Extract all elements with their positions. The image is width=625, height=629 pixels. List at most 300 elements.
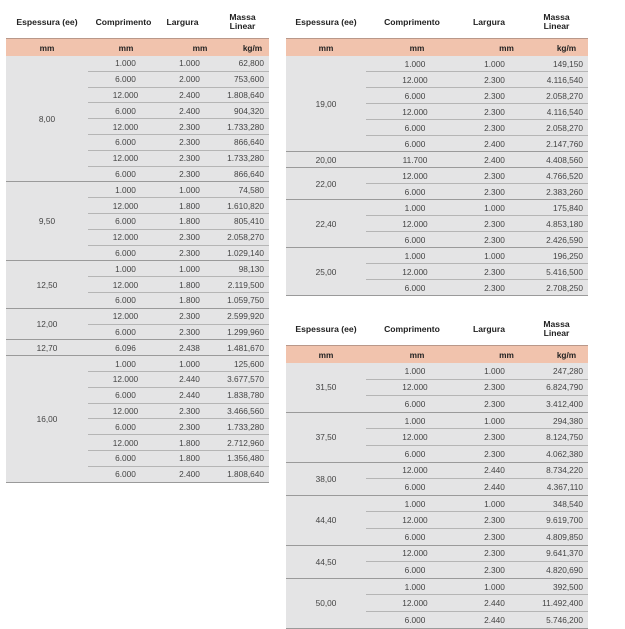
table-row	[366, 280, 588, 296]
table-row	[88, 182, 269, 198]
comprimento-cell: 6.000	[115, 74, 136, 85]
units-row	[286, 345, 588, 363]
massa-cell: 11.492,400	[542, 598, 583, 609]
table-header	[286, 313, 588, 345]
thickness-group	[6, 356, 269, 482]
table-row	[366, 413, 588, 430]
massa-cell: 2.426,590	[546, 234, 583, 245]
comprimento-cell: 6.000	[115, 421, 136, 432]
table-row	[366, 264, 588, 280]
header-espessura-text: Espessura (e	[295, 323, 349, 334]
massa-cell: 2.058,270	[546, 90, 583, 101]
table-row	[366, 56, 588, 72]
massa-cell: 2.119,500	[227, 279, 264, 290]
unit-comprimento: mm	[118, 42, 134, 53]
largura-cell: 2.440	[484, 614, 505, 625]
unit-espessura: mm	[39, 42, 55, 53]
table-row	[88, 404, 269, 420]
header-comprimento: Comprimento	[384, 323, 440, 334]
table-row	[88, 340, 269, 356]
header-espessura-text: Espessura (e	[16, 16, 70, 27]
largura-cell: 1.000	[484, 498, 505, 509]
header-espessura-paren: )	[74, 16, 78, 27]
massa-cell: 8.124,750	[546, 432, 583, 443]
comprimento-cell: 6.000	[115, 326, 136, 337]
massa-cell: 62,800	[238, 58, 264, 69]
table-row	[88, 451, 269, 467]
thickness-group	[286, 363, 588, 413]
comprimento-cell: 12.000	[402, 266, 428, 277]
massa-cell: 9.619,700	[546, 515, 583, 526]
comprimento-cell: 6.096	[115, 342, 136, 353]
comprimento-cell: 6.000	[115, 469, 136, 480]
thickness-group	[286, 168, 588, 200]
massa-cell: 4.408,560	[546, 154, 583, 165]
unit-comprimento: mm	[409, 349, 425, 360]
thickness-group	[286, 152, 588, 168]
comprimento-cell: 1.000	[115, 184, 136, 195]
massa-cell: 2.712,960	[227, 437, 264, 448]
comprimento-cell: 12.000	[402, 598, 428, 609]
largura-cell: 2.440	[484, 465, 505, 476]
thickness-rows	[366, 152, 588, 168]
comprimento-cell: 1.000	[115, 58, 136, 69]
largura-cell: 2.300	[484, 266, 505, 277]
comprimento-cell: 12.000	[112, 121, 139, 132]
massa-cell: 2.147,760	[546, 138, 583, 149]
comprimento-cell: 1.000	[115, 263, 136, 274]
table-row	[88, 135, 269, 151]
espessura-cell: 16,00	[6, 356, 88, 482]
table-row	[88, 325, 269, 341]
largura-cell: 1.000	[484, 365, 505, 376]
massa-cell: 1.356,480	[227, 453, 264, 464]
massa-cell: 5.416,500	[546, 266, 583, 277]
massa-cell: 2.599,920	[227, 311, 264, 322]
largura-cell: 2.300	[484, 106, 505, 117]
header-espessura-paren: )	[353, 16, 357, 27]
table-row	[366, 88, 588, 104]
massa-cell: 392,500	[553, 581, 583, 592]
thickness-rows	[366, 496, 588, 546]
largura-cell: 1.000	[484, 58, 505, 69]
massa-cell: 2.708,250	[546, 282, 583, 293]
thickness-group	[6, 56, 269, 182]
massa-cell: 4.116,540	[546, 74, 583, 85]
comprimento-cell: 6.000	[115, 390, 136, 401]
largura-cell: 2.300	[179, 121, 200, 132]
comprimento-cell: 12.000	[402, 218, 428, 229]
table-row	[366, 184, 588, 200]
largura-cell: 2.000	[179, 74, 200, 85]
table-row	[88, 88, 269, 104]
plate-table-2	[286, 6, 588, 296]
table-header	[286, 6, 588, 38]
thickness-rows	[366, 546, 588, 579]
comprimento-cell: 1.000	[404, 415, 426, 426]
table-row	[88, 388, 269, 404]
table-row	[88, 467, 269, 483]
espessura-cell: 12,50	[6, 261, 88, 308]
table-row	[88, 435, 269, 451]
comprimento-cell: 12.000	[402, 432, 428, 443]
massa-cell: 196,250	[553, 250, 583, 261]
table-row	[366, 496, 588, 513]
largura-cell: 2.440	[484, 598, 505, 609]
largura-cell: 2.300	[484, 170, 505, 181]
largura-cell: 1.800	[179, 200, 200, 211]
massa-cell: 4.116,540	[546, 106, 583, 117]
thickness-rows	[88, 261, 269, 308]
espessura-cell: 25,00	[286, 248, 366, 296]
massa-cell: 866,640	[234, 168, 264, 179]
massa-cell: 4.809,850	[546, 531, 583, 542]
espessura-cell: 22,00	[286, 168, 366, 200]
thickness-group	[286, 546, 588, 579]
comprimento-cell: 12.000	[112, 374, 139, 385]
largura-cell: 2.300	[179, 311, 200, 322]
thickness-rows	[366, 168, 588, 200]
unit-comprimento: mm	[409, 42, 425, 53]
espessura-cell: 19,00	[286, 56, 366, 152]
table-row	[88, 56, 269, 72]
largura-cell: 2.300	[484, 448, 505, 459]
header-espessura-subscript: e	[348, 16, 354, 27]
header-massa-line1: Massa	[543, 12, 570, 22]
thickness-rows	[366, 248, 588, 296]
massa-cell: 3.677,570	[227, 374, 264, 385]
espessura-cell: 50,00	[286, 579, 366, 629]
header-largura: Largura	[473, 16, 505, 27]
comprimento-cell: 6.000	[404, 448, 426, 459]
thickness-rows	[366, 579, 588, 629]
massa-cell: 1.733,280	[227, 121, 264, 132]
massa-cell: 1.808,640	[227, 89, 264, 100]
largura-cell: 2.300	[484, 531, 505, 542]
thickness-group	[286, 579, 588, 629]
largura-cell: 2.440	[179, 390, 200, 401]
comprimento-cell: 6.000	[115, 105, 136, 116]
thickness-rows	[366, 56, 588, 152]
largura-cell: 2.400	[179, 105, 200, 116]
plate-table-1	[6, 6, 269, 483]
comprimento-cell: 6.000	[115, 216, 136, 227]
espessura-cell: 44,50	[286, 546, 366, 579]
header-comprimento: Comprimento	[384, 16, 440, 27]
thickness-group	[6, 261, 269, 308]
largura-cell: 2.300	[484, 186, 505, 197]
espessura-cell: 12,00	[6, 309, 88, 341]
header-espessura	[286, 313, 366, 345]
unit-espessura: mm	[318, 349, 334, 360]
largura-cell: 2.400	[179, 469, 200, 480]
massa-cell: 175,840	[553, 202, 583, 213]
table-row	[366, 396, 588, 413]
largura-cell: 2.300	[484, 218, 505, 229]
largura-cell: 2.440	[484, 481, 505, 492]
thickness-group	[286, 56, 588, 152]
unit-largura: mm	[499, 349, 514, 360]
thickness-rows	[88, 356, 269, 482]
massa-cell: 4.820,690	[546, 564, 583, 575]
thickness-group	[286, 496, 588, 546]
largura-cell: 1.000	[484, 415, 505, 426]
table-row	[88, 277, 269, 293]
largura-cell: 2.400	[484, 138, 505, 149]
table-row	[366, 595, 588, 612]
table-row	[88, 103, 269, 119]
table-row	[366, 216, 588, 232]
table-row	[366, 546, 588, 563]
espessura-cell: 12,70	[6, 340, 88, 356]
espessura-cell: 8,00	[6, 56, 88, 182]
table-row	[88, 72, 269, 88]
massa-cell: 3.466,560	[227, 405, 264, 416]
unit-largura: mm	[499, 42, 514, 53]
comprimento-cell: 12.000	[402, 465, 428, 476]
thickness-group	[6, 182, 269, 261]
largura-cell: 2.300	[484, 234, 505, 245]
massa-cell: 6.824,790	[546, 382, 583, 393]
thickness-rows	[366, 363, 588, 413]
comprimento-cell: 1.000	[404, 498, 426, 509]
header-largura: Largura	[166, 16, 199, 27]
massa-cell: 348,540	[553, 498, 583, 509]
comprimento-cell: 6.000	[404, 90, 426, 101]
comprimento-cell: 6.000	[115, 137, 136, 148]
espessura-cell: 38,00	[286, 463, 366, 496]
largura-cell: 2.300	[179, 326, 200, 337]
massa-cell: 1.733,280	[227, 153, 264, 164]
massa-cell: 1.299,960	[227, 326, 264, 337]
header-comprimento: Comprimento	[95, 16, 152, 27]
table-row	[366, 380, 588, 397]
header-espessura-paren: )	[353, 323, 357, 334]
largura-cell: 2.300	[179, 232, 200, 243]
table-row	[88, 151, 269, 167]
largura-cell: 2.438	[179, 342, 200, 353]
largura-cell: 2.300	[179, 137, 200, 148]
massa-cell: 1.733,280	[227, 421, 264, 432]
table-header	[6, 6, 269, 38]
table-row	[88, 309, 269, 325]
table-row	[366, 72, 588, 88]
table-row	[366, 104, 588, 120]
header-massa-line2: Linear	[543, 328, 570, 338]
table-row	[88, 372, 269, 388]
table-row	[366, 612, 588, 629]
header-massa-line1: Massa	[229, 12, 256, 22]
comprimento-cell: 6.000	[404, 481, 426, 492]
massa-cell: 4.766,520	[546, 170, 583, 181]
table-row	[88, 419, 269, 435]
largura-cell: 2.300	[179, 168, 200, 179]
table-row	[366, 579, 588, 596]
units-row	[6, 38, 269, 56]
espessura-cell: 44,40	[286, 496, 366, 546]
massa-cell: 74,580	[238, 184, 264, 195]
largura-cell: 1.800	[179, 279, 200, 290]
table-row	[366, 120, 588, 136]
header-espessura-subscript: e	[348, 323, 354, 334]
header-massa-line2: Linear	[543, 21, 570, 31]
largura-cell: 1.800	[179, 216, 200, 227]
thickness-rows	[366, 463, 588, 496]
comprimento-cell: 12.000	[402, 515, 428, 526]
thickness-group	[6, 309, 269, 341]
comprimento-cell: 12.000	[112, 279, 139, 290]
largura-cell: 2.300	[179, 421, 200, 432]
thickness-group	[6, 340, 269, 356]
header-massa-line2: Linear	[229, 21, 256, 31]
comprimento-cell: 6.000	[404, 234, 426, 245]
massa-cell: 149,150	[553, 58, 583, 69]
largura-cell: 2.300	[179, 247, 200, 258]
comprimento-cell: 12.000	[112, 232, 139, 243]
massa-cell: 2.058,270	[546, 122, 583, 133]
table-row	[88, 230, 269, 246]
comprimento-cell: 6.000	[115, 295, 136, 306]
largura-cell: 1.000	[484, 581, 505, 592]
massa-cell: 4.062,380	[546, 448, 583, 459]
thickness-group	[286, 248, 588, 296]
massa-cell: 866,640	[234, 137, 264, 148]
comprimento-cell: 12.000	[112, 405, 139, 416]
massa-cell: 2.058,270	[227, 232, 264, 243]
table-row	[366, 136, 588, 152]
massa-cell: 1.838,780	[227, 390, 264, 401]
comprimento-cell: 12.000	[112, 200, 139, 211]
largura-cell: 2.300	[484, 122, 505, 133]
massa-cell: 2.383,260	[546, 186, 583, 197]
massa-cell: 1.481,670	[227, 342, 264, 353]
largura-cell: 1.000	[179, 184, 200, 195]
comprimento-cell: 6.000	[404, 282, 426, 293]
header-espessura-text: Espessura (e	[295, 16, 349, 27]
header-largura: Largura	[473, 323, 505, 334]
largura-cell: 2.300	[179, 405, 200, 416]
largura-cell: 2.300	[484, 282, 505, 293]
massa-cell: 294,380	[553, 415, 583, 426]
largura-cell: 1.800	[179, 453, 200, 464]
unit-massa: kg/m	[556, 349, 577, 360]
table-row	[88, 198, 269, 214]
thickness-rows	[88, 56, 269, 182]
header-massa	[525, 6, 588, 38]
largura-cell: 2.300	[484, 548, 505, 559]
table-row	[88, 214, 269, 230]
unit-massa: kg/m	[556, 42, 577, 53]
comprimento-cell: 6.000	[115, 453, 136, 464]
table-row	[88, 261, 269, 277]
massa-cell: 5.746,200	[546, 614, 583, 625]
header-espessura	[6, 6, 88, 38]
largura-cell: 1.000	[179, 358, 200, 369]
espessura-cell: 37,50	[286, 413, 366, 463]
comprimento-cell: 12.000	[402, 548, 428, 559]
comprimento-cell: 6.000	[115, 168, 136, 179]
table-row	[88, 293, 269, 309]
largura-cell: 1.800	[179, 437, 200, 448]
massa-cell: 1.029,140	[227, 247, 264, 258]
largura-cell: 2.300	[484, 74, 505, 85]
espessura-cell: 20,00	[286, 152, 366, 168]
largura-cell: 1.000	[179, 58, 200, 69]
massa-cell: 753,600	[234, 74, 264, 85]
largura-cell: 2.400	[179, 89, 200, 100]
comprimento-cell: 12.000	[402, 106, 428, 117]
massa-cell: 1.610,820	[227, 200, 264, 211]
thickness-group	[286, 463, 588, 496]
massa-cell: 1.808,640	[227, 469, 264, 480]
table-row	[366, 363, 588, 380]
comprimento-cell: 12.000	[402, 382, 428, 393]
unit-massa: kg/m	[242, 42, 263, 53]
table-row	[366, 152, 588, 168]
largura-cell: 2.300	[484, 382, 505, 393]
comprimento-cell: 1.000	[404, 202, 426, 213]
comprimento-cell: 12.000	[112, 153, 139, 164]
comprimento-cell: 6.000	[115, 247, 136, 258]
thickness-rows	[88, 309, 269, 341]
header-espessura	[286, 6, 366, 38]
massa-cell: 4.367,110	[546, 481, 583, 492]
table-row	[88, 119, 269, 135]
comprimento-cell: 1.000	[404, 58, 426, 69]
table-row	[366, 512, 588, 529]
table-row	[366, 562, 588, 579]
largura-cell: 2.300	[484, 515, 505, 526]
thickness-rows	[88, 182, 269, 261]
comprimento-cell: 6.000	[404, 614, 426, 625]
table-row	[366, 446, 588, 463]
comprimento-cell: 12.000	[402, 74, 428, 85]
table-row	[88, 167, 269, 183]
comprimento-cell: 6.000	[404, 186, 426, 197]
espessura-cell: 9,50	[6, 182, 88, 261]
table-row	[366, 248, 588, 264]
comprimento-cell: 1.000	[115, 358, 136, 369]
massa-cell: 8.734,220	[546, 465, 583, 476]
table-row	[366, 200, 588, 216]
comprimento-cell: 1.000	[404, 365, 426, 376]
massa-cell: 4.853,180	[546, 218, 583, 229]
comprimento-cell: 12.000	[112, 89, 139, 100]
largura-cell: 1.800	[179, 295, 200, 306]
units-row	[286, 38, 588, 56]
largura-cell: 2.300	[484, 432, 505, 443]
thickness-group	[286, 413, 588, 463]
header-massa	[525, 313, 588, 345]
header-massa	[216, 6, 269, 38]
table-row	[88, 356, 269, 372]
comprimento-cell: 6.000	[404, 122, 426, 133]
largura-cell: 2.300	[484, 398, 505, 409]
comprimento-cell: 1.000	[404, 581, 426, 592]
comprimento-cell: 6.000	[404, 398, 426, 409]
table-row	[366, 168, 588, 184]
table-row	[366, 479, 588, 496]
thickness-group	[286, 200, 588, 248]
table-row	[88, 246, 269, 262]
largura-cell: 2.300	[179, 153, 200, 164]
massa-cell: 9.641,370	[546, 548, 583, 559]
comprimento-cell: 12.000	[112, 437, 139, 448]
table-row	[366, 463, 588, 480]
comprimento-cell: 6.000	[404, 531, 426, 542]
espessura-cell: 22,40	[286, 200, 366, 248]
table-row	[366, 429, 588, 446]
